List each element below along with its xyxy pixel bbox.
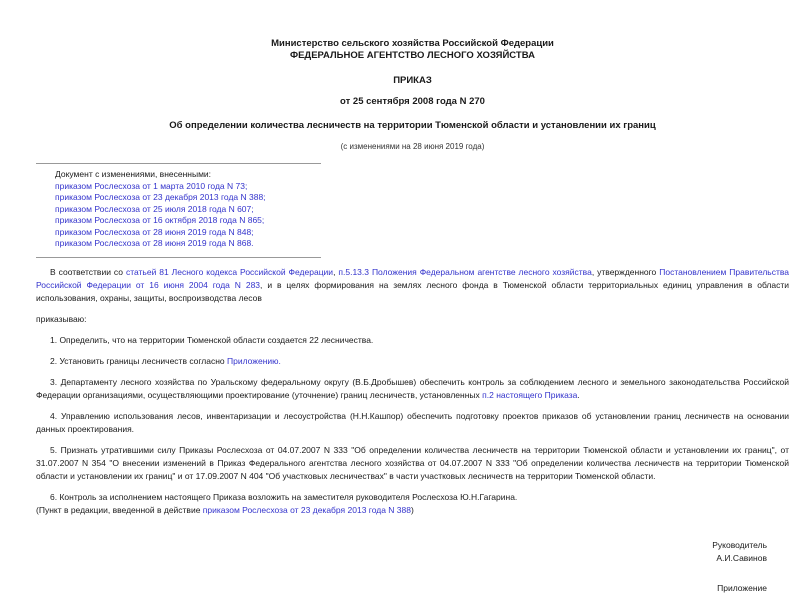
amendment-link[interactable]: приказом Рослесхоза от 28 июня 2019 года N 868. <box>55 238 254 248</box>
doc-type: ПРИКАЗ <box>393 75 432 86</box>
body-paragraph <box>36 376 789 402</box>
amendment-line <box>55 238 789 250</box>
text-run: , утвержденного <box>591 266 660 277</box>
amendment-line <box>55 215 789 227</box>
amendments-intro: Документ с изменениями, внесенными: <box>55 169 212 179</box>
amendment-link[interactable]: приказом Рослесхоза от 28 июня 2019 года N 848; <box>55 226 254 237</box>
amendment-line <box>55 204 789 216</box>
text-run: 2. Установить границы лесничеств согласно <box>50 355 228 366</box>
amendments-link-list <box>55 181 789 250</box>
text-run: 4. Управлению использования лесов, инвентаризации и лесоустройства (Н.Н.Кашпор) обеспечить подготовку проектов приказов об установлении границ лесничеств на основании данных проектирования. <box>36 410 789 434</box>
document-body <box>36 266 789 517</box>
text-run: приказываю: <box>36 313 87 324</box>
text-run: 1. Определить, что на территории Тюменской области создается 22 лесничества. <box>50 334 374 345</box>
text-run: 6. Контроль за исполнением настоящего Приказа возложить на заместителя руководителя Рослесхоза Ю.Н.Гагарина. <box>50 491 518 502</box>
appendix-label: Приложение <box>717 582 767 593</box>
body-paragraph <box>36 491 789 504</box>
body-paragraph <box>36 355 789 368</box>
body-paragraph <box>36 504 789 517</box>
doc-date-number: от 25 сентября 2008 года N 270 <box>340 96 485 107</box>
divider-bottom <box>36 257 321 258</box>
inline-link[interactable]: статьей 81 Лесного кодекса Российской Федерации <box>125 266 334 277</box>
body-paragraph <box>36 444 789 483</box>
amendment-line <box>55 192 789 204</box>
signature-block <box>36 539 789 565</box>
text-run: 5. Признать утратившими силу Приказы Рослесхоза от 04.07.2007 N 333 "Об определении количества лесничеств на территории Тюменской области и установлении их границ", от 31.07.2007 N 354 "О внесении изменений в Приказ Федерального агентства лесного хозяйства от 04.07.2007 N 333 "Об определении количества лесничеств на территории Тюменской области и установлении их границ" и от 17.09.2007 N 404 "Об участковых лесничествах" в части участковых лесничеств на территории Тюменской области. <box>36 444 789 481</box>
amendment-link[interactable]: приказом Рослесхоза от 16 октября 2018 года N 865; <box>55 215 265 225</box>
inline-link[interactable]: Приложению. <box>227 355 281 366</box>
text-run: (Пункт в редакции, введенной в действие <box>36 504 203 515</box>
body-paragraph <box>36 313 789 326</box>
amendment-link[interactable]: приказом Рослесхоза от 1 марта 2010 года N 73; <box>55 180 248 191</box>
body-paragraph <box>36 266 789 305</box>
amendment-line <box>55 181 789 193</box>
text-run: 3. Департаменту лесного хозяйства по Уральскому федеральному округу (В.Б.Дробышев) обеспечить контроль за соблюдением лесного и земельного законодательства Российской Федерации организациями, осуществляющими проектирование (уточнение) границ лесничеств, установленных <box>36 376 789 400</box>
text-run: , и в целях формирования на землях лесного фонда в Тюменской области территориальных единиц управления в области использования, охраны, защиты, воспроизводства лесов <box>36 279 790 303</box>
body-paragraph <box>36 410 789 436</box>
body-paragraph <box>36 334 789 347</box>
amendment-link[interactable]: приказом Рослесхоза от 25 июля 2018 года N 607; <box>55 203 254 214</box>
inline-link[interactable]: п.5.13.3 Положения Федеральном агентстве лесного хозяйства <box>338 266 592 277</box>
amendment-link[interactable]: приказом Рослесхоза от 23 декабря 2013 года N 388; <box>55 192 266 202</box>
inline-link[interactable]: приказом Рослесхоза от 23 декабря 2013 года N 388 <box>202 504 411 515</box>
text-run: , <box>333 266 339 277</box>
text-run: ) <box>410 504 414 515</box>
doc-title: Об определении количества лесничеств на территории Тюменской области и установлении их границ <box>169 120 656 131</box>
document-header <box>36 38 789 153</box>
amendments-block <box>36 163 789 258</box>
inline-link[interactable]: п.2 настоящего Приказа <box>482 389 578 400</box>
text-run: . <box>577 389 580 400</box>
signature-name: А.И.Савинов <box>716 552 767 563</box>
revision-note: (с изменениями на 28 июня 2019 года) <box>340 142 485 151</box>
inline-link[interactable]: Постановлением Правительства Российской Федерации от 16 июня 2004 года N 283 <box>36 266 790 290</box>
text-run: В соответствии со <box>50 266 126 277</box>
ministry-line: Министерство сельского хозяйства Российской Федерации <box>271 38 554 49</box>
amendment-line <box>55 227 789 239</box>
signature-position: Руководитель <box>712 539 767 550</box>
agency-line: ФЕДЕРАЛЬНОЕ АГЕНТСТВО ЛЕСНОГО ХОЗЯЙСТВА <box>289 50 535 61</box>
